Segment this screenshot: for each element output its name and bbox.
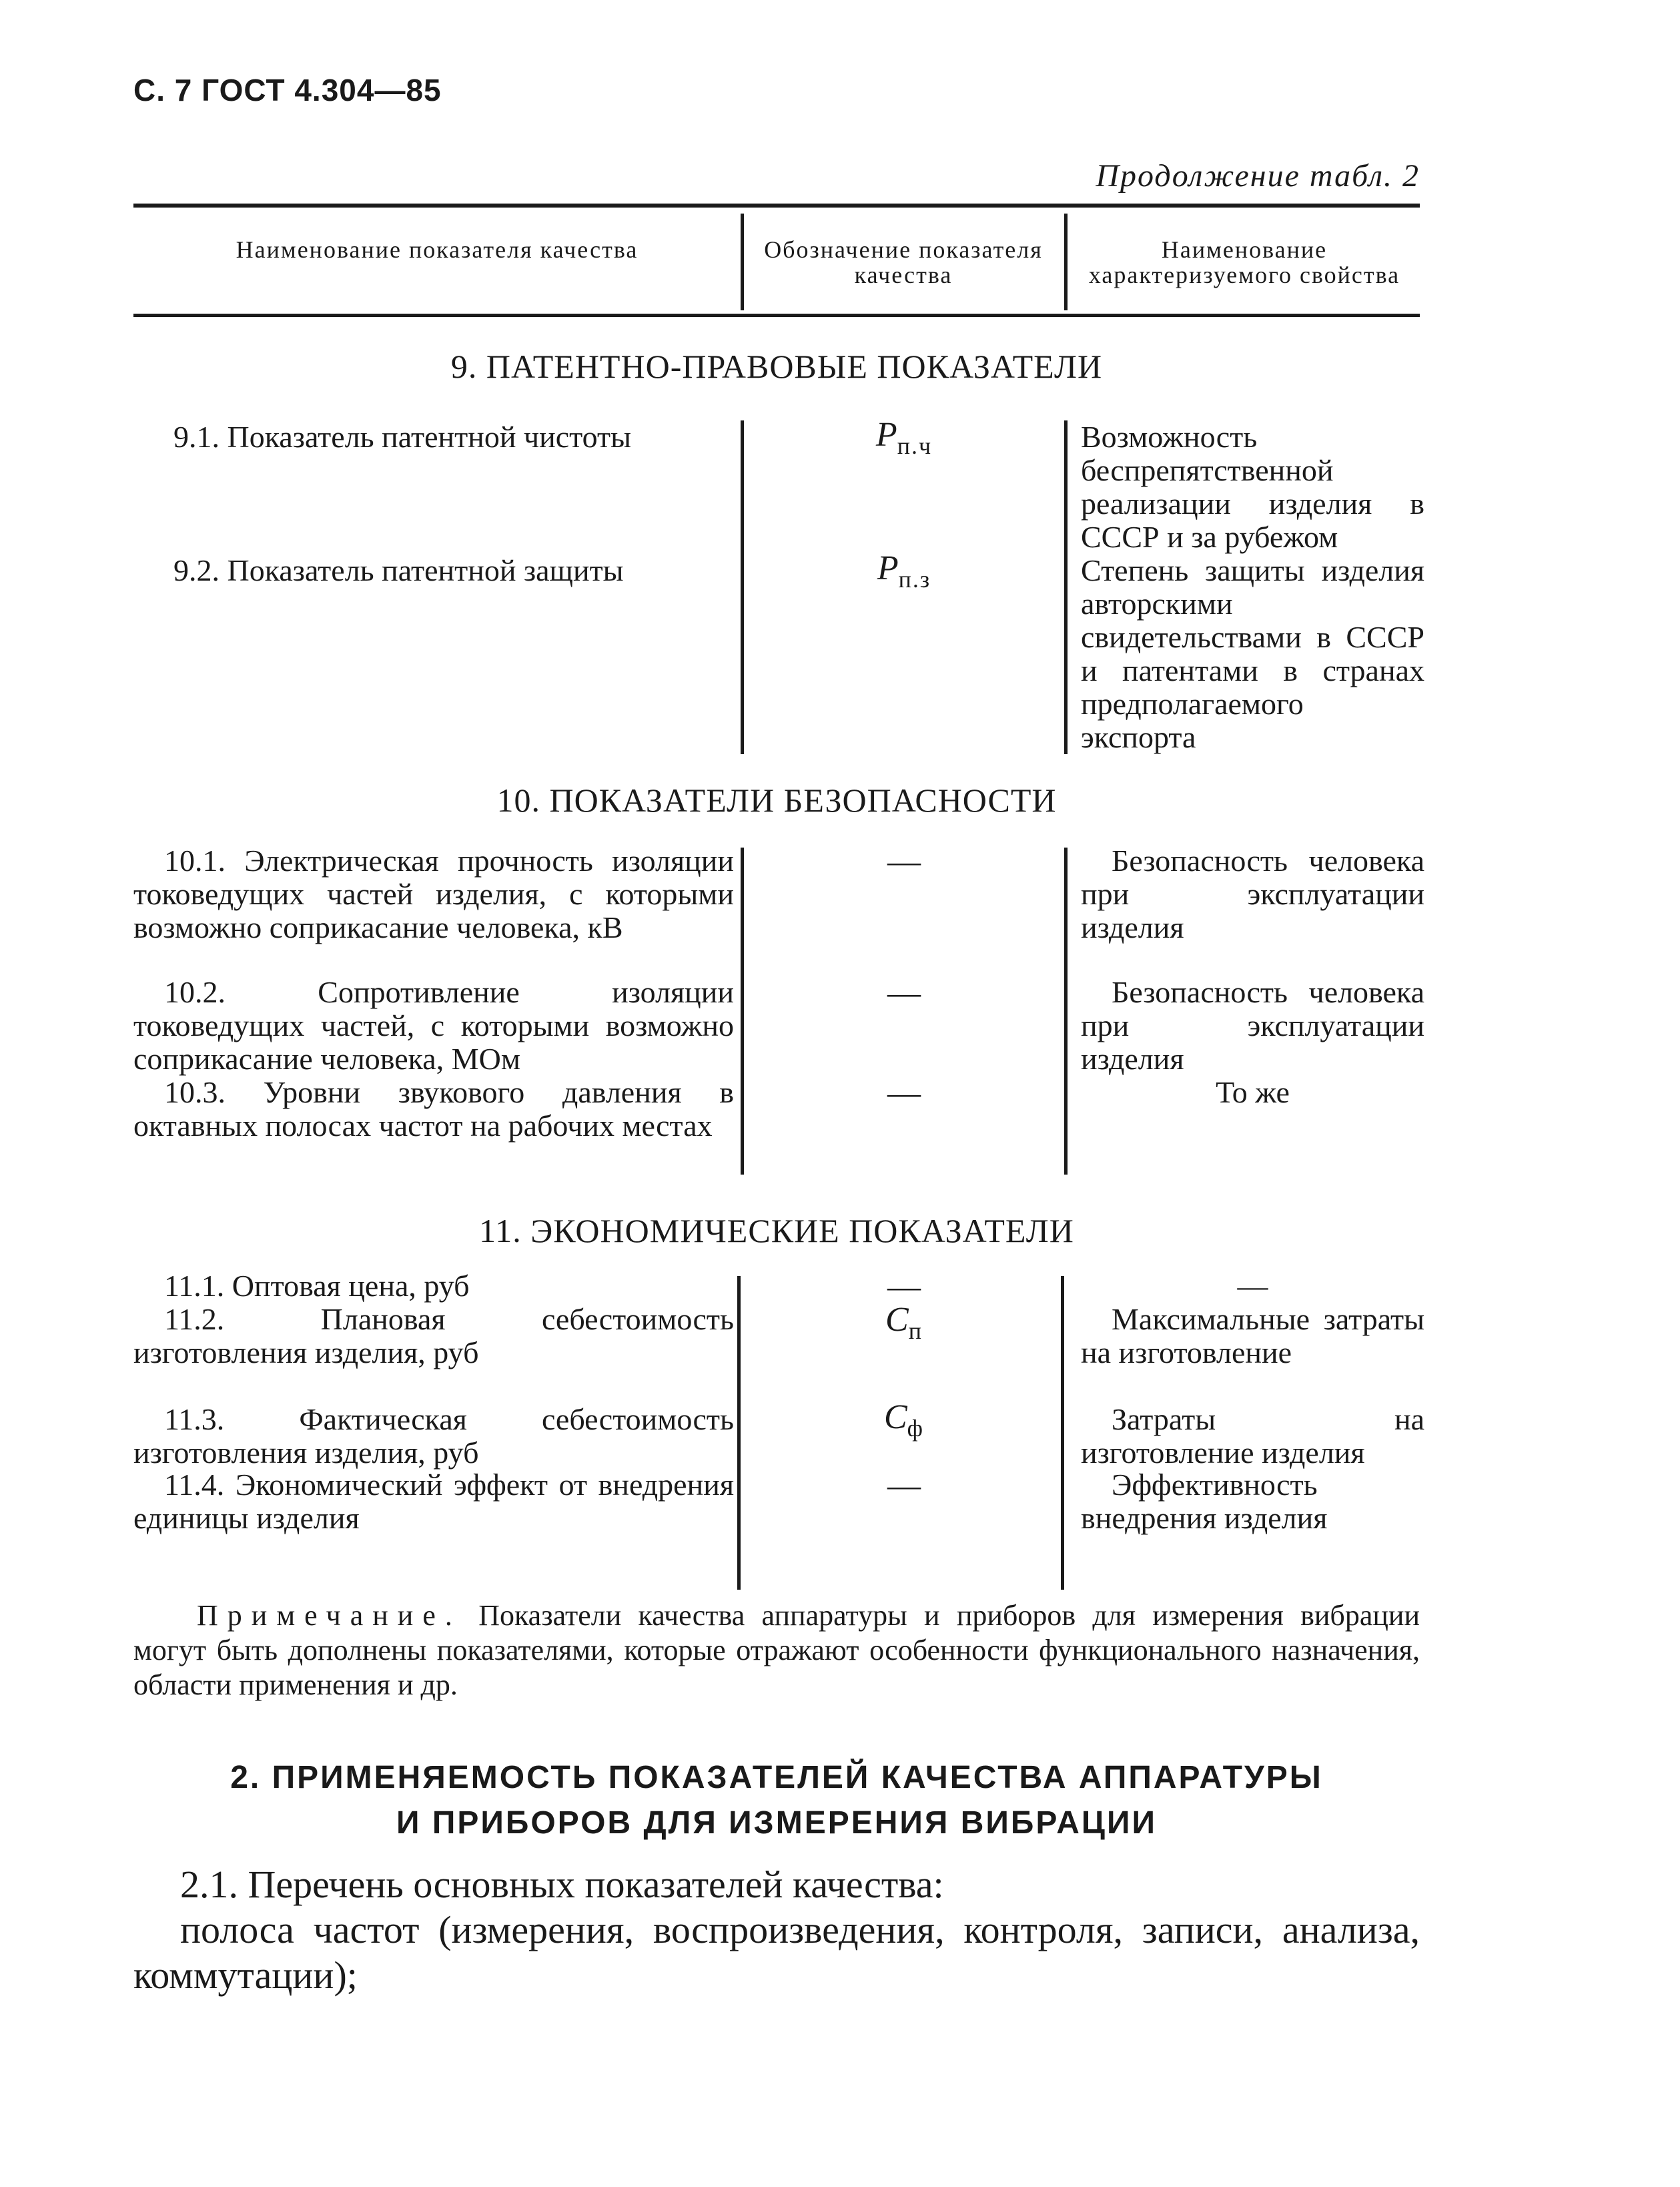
row-property: — xyxy=(1237,1269,1268,1303)
row-symbol: — xyxy=(887,974,921,1011)
section-title-9: 9. ПАТЕНТНО-ПРАВОВЫЕ ПОКАЗАТЕЛИ xyxy=(450,348,1103,385)
row-name: 9.1. Показатель патентной чистоты xyxy=(173,420,632,454)
row-symbol: — xyxy=(887,1074,921,1111)
row-name: 10.3. Уровни звукового давления в октавных полосах частот на рабочих местах xyxy=(133,1075,734,1143)
row-name: 10.1. Электрическая прочность изоляции токоведущих частей изделия, с которыми возможно соприкасание человека, кВ xyxy=(133,844,734,944)
section-title-11: 11. ЭКОНОМИЧЕСКИЕ ПОКАЗАТЕЛИ xyxy=(479,1212,1074,1249)
column-header-property: Наименование характеризуемого свойства xyxy=(1088,236,1400,288)
row-property: Эффективность внедрения изделия xyxy=(1081,1468,1328,1535)
header-divider-2 xyxy=(1064,214,1068,310)
note-text: Показатели качества аппаратуры и приборов для измерения вибрации могут быть дополнены показателями, которые отражают особенности функционального назначения, области применения и др. xyxy=(133,1599,1420,1701)
col-divider-1 xyxy=(741,848,744,1175)
row-name: 11.3. Фактическая себестоимость изготовления изделия, руб xyxy=(133,1402,734,1470)
row-symbol: — xyxy=(887,1466,921,1504)
chapter-title: 2. ПРИМЕНЯЕМОСТЬ ПОКАЗАТЕЛЕЙ КАЧЕСТВА АППАРАТУРЫ И ПРИБОРОВ ДЛЯ ИЗМЕРЕНИЯ ВИБРАЦИИ xyxy=(230,1760,1323,1841)
header-divider-1 xyxy=(741,214,744,310)
row-symbol: $C_ф$ xyxy=(883,1398,924,1442)
page-code: С. 7 ГОСТ 4.304—85 xyxy=(133,73,442,107)
table-header-rule xyxy=(133,314,1420,317)
row-symbol: — xyxy=(887,1267,921,1305)
row-property: То же xyxy=(1216,1075,1290,1109)
col-divider-2 xyxy=(1064,848,1068,1175)
column-header-name: Наименование показателя качества xyxy=(236,236,639,263)
row-name: 11.2. Плановая себестоимость изготовления изделия, руб xyxy=(133,1302,734,1369)
row-name: 9.2. Показатель патентной защиты xyxy=(173,553,624,587)
row-symbol: — xyxy=(887,842,921,880)
row-property: Затраты на изготовление изделия xyxy=(1081,1402,1424,1470)
table-note xyxy=(133,1598,1420,1702)
note-label: Примечание. xyxy=(197,1599,462,1632)
row-name: 11.4. Экономический эффект от внедрения единицы изделия xyxy=(133,1468,734,1535)
table-continuation-label: Продолжение табл. 2 xyxy=(1096,158,1420,194)
col-divider-1 xyxy=(737,1276,741,1590)
column-header-symbol: Обозначение показателя качества xyxy=(764,236,1043,288)
row-name: 11.1. Оптовая цена, руб xyxy=(164,1269,470,1303)
row-symbol: $P_{п.з}$ xyxy=(877,549,931,593)
row-property: Безопасность человека при эксплуатации изделия xyxy=(1081,975,1424,1076)
table-top-rule xyxy=(133,204,1420,208)
section-title-10: 10. ПОКАЗАТЕЛИ БЕЗОПАСНОСТИ xyxy=(496,782,1057,819)
row-property: Степень защиты изделия авторскими свидетельствами в СССР и патентами в странах предполагаемого экспорта xyxy=(1081,553,1424,754)
row-name: 10.2. Сопротивление изоляции токоведущих частей, с которыми возможно соприкасание человека, МОм xyxy=(133,975,734,1076)
row-property: Возможность беспрепятственной реализации изделия в СССР и за рубежом xyxy=(1081,420,1424,554)
row-property: Максимальные затраты на изготовление xyxy=(1081,1302,1424,1369)
row-symbol: $P_{п.ч}$ xyxy=(875,416,933,459)
row-property: Безопасность человека при эксплуатации изделия xyxy=(1081,844,1424,944)
row-symbol: $C_п$ xyxy=(885,1301,923,1344)
col-divider-2 xyxy=(1064,420,1068,754)
paragraph-2-1: 2.1. Перечень основных показателей качества: полоса частот (измерения, воспроизведения, контроля, записи, анализа, коммутации); xyxy=(133,1863,1420,1997)
